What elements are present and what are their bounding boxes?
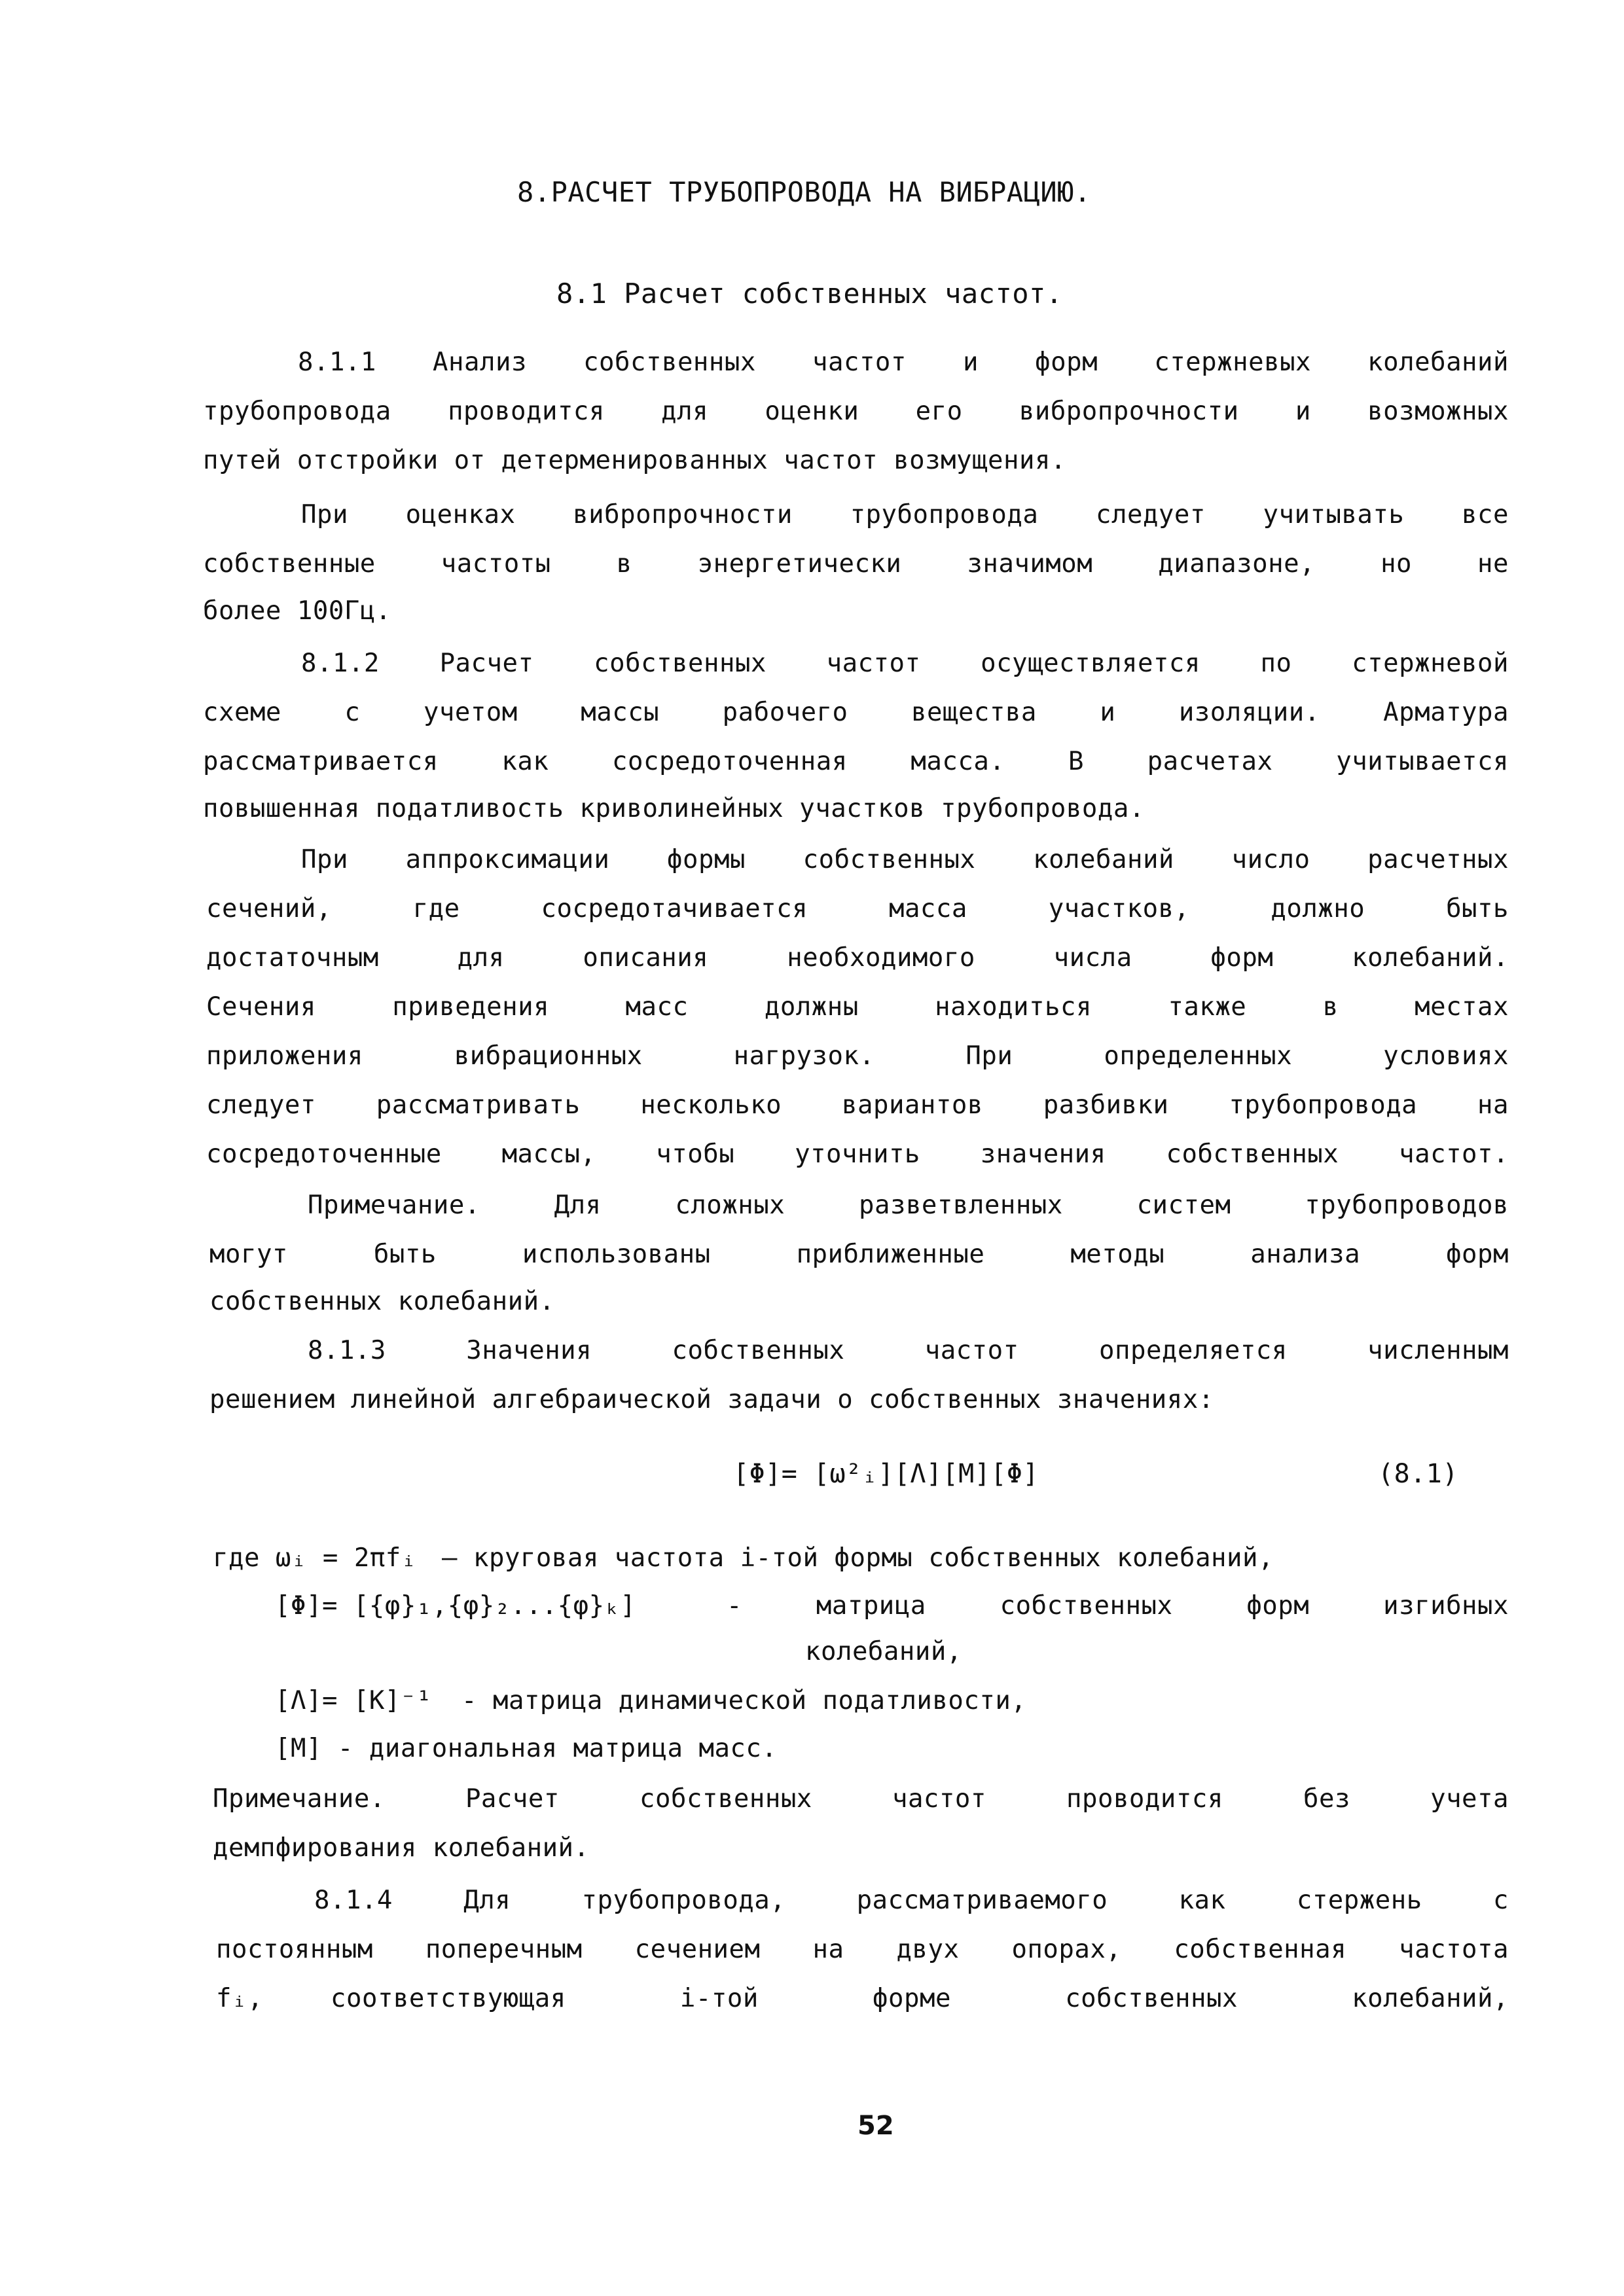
paragraph-line: решением линейной алгебраической задачи о собственных значениях: [209,1385,1214,1414]
paragraph-line: При аппроксимации формы собственных колебаний число расчетных [301,845,1509,874]
note-line: демпфирования колебаний. [213,1833,590,1863]
paragraph-line: более 100Гц. [203,596,391,626]
subsection-title: 8.1 Расчет собственных частот. [556,278,1063,310]
paragraph-line: собственные частоты в энергетически значимом диапазоне, но не [203,549,1509,579]
phi-description-cont: колебаний, [805,1637,962,1666]
omega-definition: где ωᵢ = 2πfᵢ [213,1543,417,1573]
paragraph-line: Сечения приведения масс должны находиться также в местах [206,992,1509,1022]
paragraph-line: приложения вибрационных нагрузок. При определенных условиях [206,1041,1509,1071]
paragraph-line: рассматривается как сосредоточенная масса. В расчетах учитывается [203,747,1509,776]
paragraph-line: постоянным поперечным сечением на двух опорах, собственная частота [216,1935,1509,1964]
paragraph-line: следует рассматривать несколько вариантов разбивки трубопровода на [206,1090,1509,1120]
lambda-definition: [Λ]= [K]⁻¹ [275,1686,432,1715]
paragraph-line: 8.1.4 Для трубопровода, рассматриваемого как стержень с [314,1886,1509,1915]
paragraph-line: могут быть использованы приближенные методы анализа форм [209,1240,1509,1269]
paragraph-line: Примечание. Для сложных разветвленных систем трубопроводов [308,1191,1509,1220]
paragraph-line: собственных колебаний. [209,1287,555,1316]
paragraph-line: трубопровода проводится для оценки его вибропрочности и возможных [203,397,1509,426]
paragraph-line: достаточным для описания необходимого числа форм колебаний. [206,943,1509,973]
page-number: 52 [857,2111,894,2141]
paragraph-line: путей отстройки от детерменированных частот возмущения. [203,446,1066,475]
paragraph-line: 8.1.3 Значения собственных частот определяется численным [308,1336,1509,1365]
phi-definition: [Φ]= [{φ}₁,{φ}₂...{φ}ₖ] [275,1591,636,1621]
omega-description: – круговая частота i-той формы собственных колебаний, [442,1543,1274,1573]
paragraph-line: 8.1.1 Анализ собственных частот и форм стержневых колебаний [298,348,1509,377]
paragraph-line: повышенная податливость криволинейных участков трубопровода. [203,794,1145,823]
section-title: 8.РАСЧЕТ ТРУБОПРОВОДА НА ВИБРАЦИЮ. [517,176,1091,208]
fi-symbol: fᵢ, [216,1984,263,2013]
paragraph-line: соответствующая i-той форме собственных колебаний, [331,1984,1509,2013]
formula-main: [Φ]= [ω²ᵢ][Λ][M][Φ] [733,1459,1039,1489]
paragraph-line: сосредоточенные массы, чтобы уточнить значения собственных частот. [206,1139,1509,1169]
paragraph-line: схеме с учетом массы рабочего вещества и изоляции. Арматура [203,698,1509,727]
phi-description: - матрица собственных форм изгибных [727,1591,1509,1621]
lambda-description: - матрица динамической податливости, [461,1686,1027,1715]
mass-matrix-definition: [M] - диагональная матрица масс. [275,1734,778,1763]
paragraph-line: сечений, где сосредотачивается масса участков, должно быть [206,894,1509,924]
note-line: Примечание. Расчет собственных частот проводится без учета [213,1784,1509,1814]
formula-number: (8.1) [1378,1459,1458,1489]
paragraph-line: 8.1.2 Расчет собственных частот осуществляется по стержневой [301,649,1509,678]
paragraph-line: При оценках вибропрочности трубопровода следует учитывать все [301,500,1509,529]
